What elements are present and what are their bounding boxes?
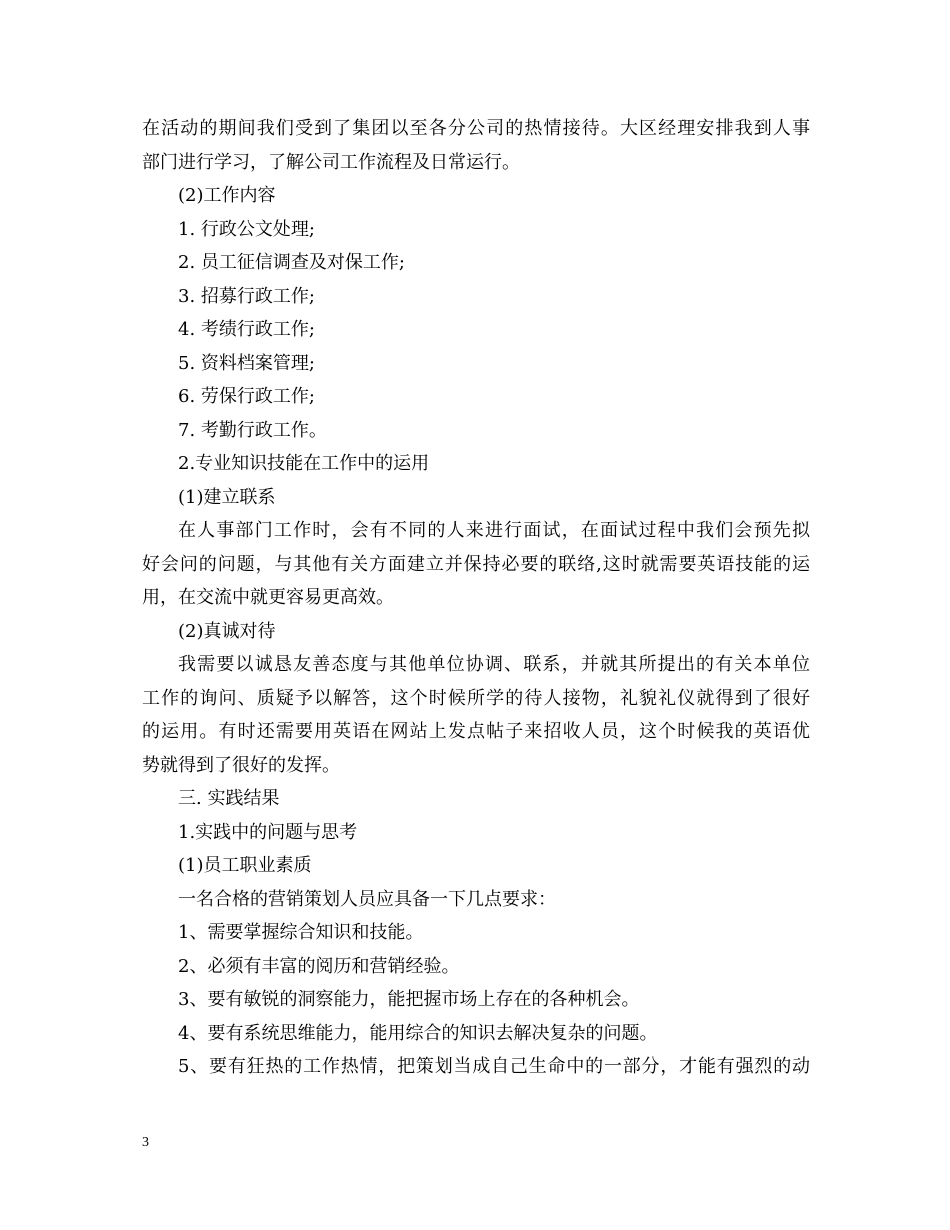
text-line: 6. 劳保行政工作; [178,386,315,407]
text-line: 2、必须有丰富的阅历和营销经验。 [178,955,460,977]
text-line: (2)真诚对待 [178,620,276,642]
text-line: 势就得到了很好的发挥。 [142,754,340,776]
document-body [142,112,810,1084]
text-line: 4、要有系统思维能力，能用综合的知识去解决复杂的问题。 [178,1022,658,1044]
text-line: 1、需要掌握综合知识和技能。 [178,922,424,943]
text-line: 5. 资料档案管理; [178,352,315,374]
text-line: 3、要有敏锐的洞察能力，能把握市场上存在的各种机会。 [178,989,640,1010]
text-line: 好会问的问题，与其他有关方面建立并保持必要的联络,这时就需要英语技能的运 [142,553,810,575]
text-line: 3. 招募行政工作; [178,285,315,307]
text-line: (2)工作内容 [178,185,276,206]
text-line: 一名合格的营销策划人员应具备一下几点要求： [178,888,556,910]
text-line: 4. 考绩行政工作; [178,319,315,340]
text-line: 工作的询问、质疑予以解答，这个时候所学的待人接物，礼貌礼仪就得到了很好 [142,687,810,709]
text-line: 的运用。有时还需要用英语在网站上发点帖子来招收人员，这个时候我的英语优 [142,721,810,742]
text-line: 2.专业知识技能在工作中的运用 [178,453,430,474]
text-line: 1. 行政公文处理; [178,218,315,240]
text-line: 在人事部门工作时，会有不同的人来进行面试，在面试过程中我们会预先拟 [178,520,810,541]
text-line: 1.实践中的问题与思考 [178,821,358,843]
text-line: 我需要以诚恳友善态度与其他单位协调、联系，并就其所提出的有关本单位 [178,654,810,675]
text-line: (1)员工职业素质 [178,855,312,876]
text-line: (1)建立联系 [178,486,276,508]
text-line: 7. 考勤行政工作。 [178,419,327,441]
page-number: 3 [142,1135,149,1150]
text-line: 部门进行学习，了解公司工作流程及日常运行。 [142,151,520,173]
text-line: 用，在交流中就更容易更高效。 [142,587,394,608]
text-line: 三. 实践结果 [178,788,280,809]
text-line: 在活动的期间我们受到了集团以至各分公司的热情接待。大区经理安排我到人事 [142,118,810,139]
text-line: 5、要有狂热的工作热情，把策划当成自己生命中的一部分，才能有强烈的动 [178,1056,810,1077]
text-line: 2. 员工征信调查及对保工作; [178,252,405,273]
